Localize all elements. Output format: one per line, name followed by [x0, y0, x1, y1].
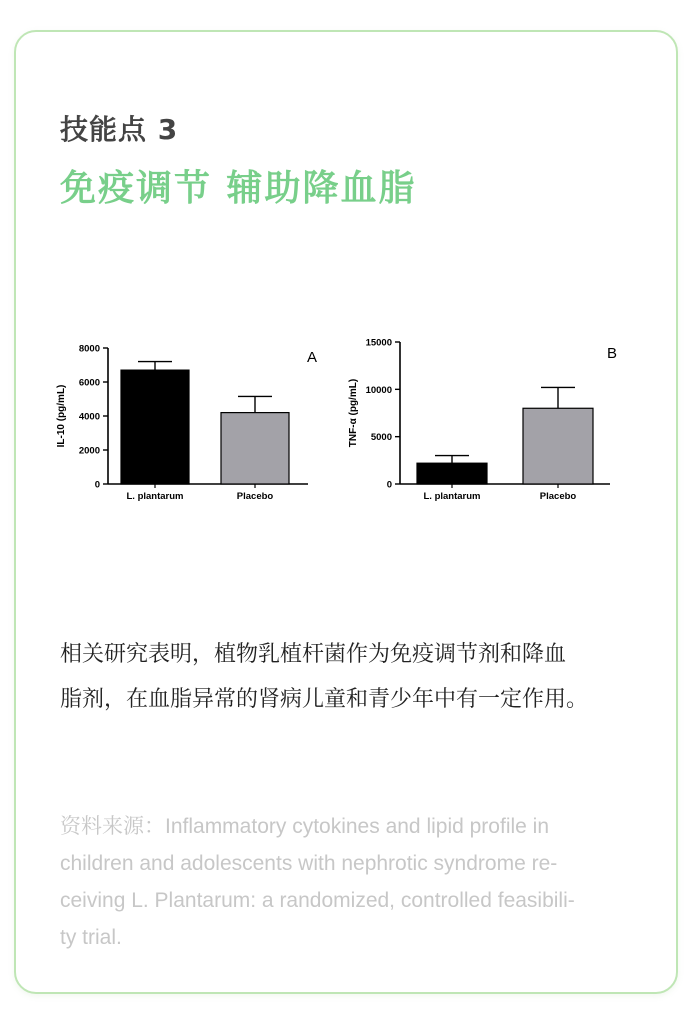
bar-0: [417, 463, 487, 484]
y-axis-label: TNF-α (pg/mL): [348, 378, 359, 448]
source-line: ceiving L. Plantarum: a randomized, controlled feasibili-: [60, 889, 575, 912]
x-tick-label: L. plantarum: [126, 491, 184, 502]
chart-tnf-alpha: [348, 338, 617, 503]
chart-il10: [56, 344, 317, 503]
skill-point-label: 技能点 3: [60, 113, 179, 146]
bar-1: [523, 408, 593, 484]
headline: 免疫调节 辅助降血脂: [60, 168, 417, 209]
panel-label: A: [306, 349, 318, 366]
bar-charts: [50, 330, 650, 520]
body-line: 相关研究表明，植物乳植杆菌作为免疫调节剂和降血: [60, 642, 567, 667]
y-tick-label: 0: [94, 479, 100, 491]
body-line: 脂剂，在血脂异常的肾病儿童和青少年中有一定作用。: [60, 687, 589, 712]
x-tick-label: Placebo: [236, 491, 274, 502]
y-axis-label: IL-10 (pg/mL): [56, 384, 67, 448]
source-line: children and adolescents with nephrotic syndrome re-: [60, 852, 558, 875]
y-tick-label: 6000: [78, 377, 100, 389]
bar-1: [221, 413, 289, 484]
source-line: 资料来源：Inflammatory cytokines and lipid profile in: [60, 815, 550, 838]
y-tick-label: 15000: [365, 337, 392, 349]
x-tick-label: L. plantarum: [423, 491, 481, 502]
y-tick-label: 5000: [370, 432, 392, 444]
source-line: ty trial.: [60, 926, 122, 949]
bar-0: [121, 370, 189, 484]
y-tick-label: 10000: [365, 384, 392, 396]
x-tick-label: Placebo: [539, 491, 577, 502]
body-text: [60, 632, 650, 722]
y-tick-label: 8000: [78, 343, 100, 355]
y-tick-label: 0: [386, 479, 392, 491]
y-tick-label: 4000: [78, 411, 100, 423]
source-citation: [60, 808, 640, 956]
panel-label: B: [606, 345, 618, 362]
y-tick-label: 2000: [78, 445, 100, 457]
